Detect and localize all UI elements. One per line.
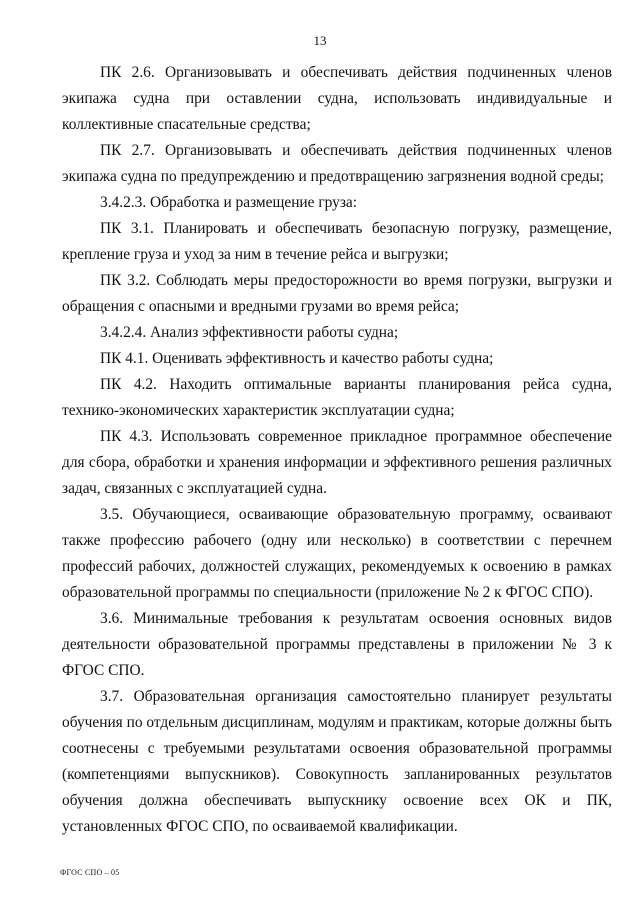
paragraph-pk-4-3: ПК 4.3. Использовать современное прикладное программное обеспечение для сбора, обработки и хранения информации и эффективного решения различных задач, связанных с эксплуатацией судна. (62, 428, 612, 497)
paragraph-3-7: 3.7. Образовательная организация самостоятельно планирует результаты обучения по отдельным дисциплинам, модулям и практикам, которые должны быть соотнесены с требуемыми результатами освоения образовательной программы (компетенциями выпускников). Совокупность запланированных результатов обучения должна обеспечивать выпускнику освоение всех ОК и ПК, установленных ФГОС СПО, по осваиваемой квалификации. (62, 688, 612, 835)
paragraph-3-4-2-3: 3.4.2.3. Обработка и размещение груза: (100, 194, 358, 211)
paragraph-3-5: 3.5. Обучающиеся, осваивающие образовательную программу, осваивают также профессию рабочего (одну или несколько) в соответствии с перечнем профессий рабочих, должностей служащих, рекомендуемых к освоению в рамках образовательной программы по специальности (приложение № 2 к ФГОС СПО). (62, 506, 612, 601)
paragraph-3-6: 3.6. Минимальные требования к результатам освоения основных видов деятельности образовательной программы представлены в приложении № 3 к ФГОС СПО. (62, 610, 612, 679)
footer-label: ФГОС СПО – 05 (60, 868, 120, 877)
paragraph-pk-2-6: ПК 2.6. Организовывать и обеспечивать действия подчиненных членов экипажа судна при оставлении судна, использовать индивидуальные и коллективные спасательные средства; (62, 64, 612, 133)
paragraph-3-4-2-4: 3.4.2.4. Анализ эффективности работы судна; (100, 324, 399, 341)
paragraph-pk-4-2: ПК 4.2. Находить оптимальные варианты планирования рейса судна, технико-экономических характеристик эксплуатации судна; (62, 376, 612, 419)
paragraph-pk-3-2: ПК 3.2. Соблюдать меры предосторожности во время погрузки, выгрузки и обращения с опасными и вредными грузами во время рейса; (62, 272, 612, 315)
page-number: 13 (313, 33, 327, 48)
paragraph-pk-4-1: ПК 4.1. Оценивать эффективность и качество работы судна; (100, 350, 494, 367)
paragraph-pk-2-7: ПК 2.7. Организовывать и обеспечивать действия подчиненных членов экипажа судна по предупреждению и предотвращению загрязнения водной среды; (62, 142, 612, 185)
document-body (62, 60, 612, 840)
paragraph-pk-3-1: ПК 3.1. Планировать и обеспечивать безопасную погрузку, размещение, крепление груза и уход за ним в течение рейса и выгрузки; (62, 220, 612, 263)
